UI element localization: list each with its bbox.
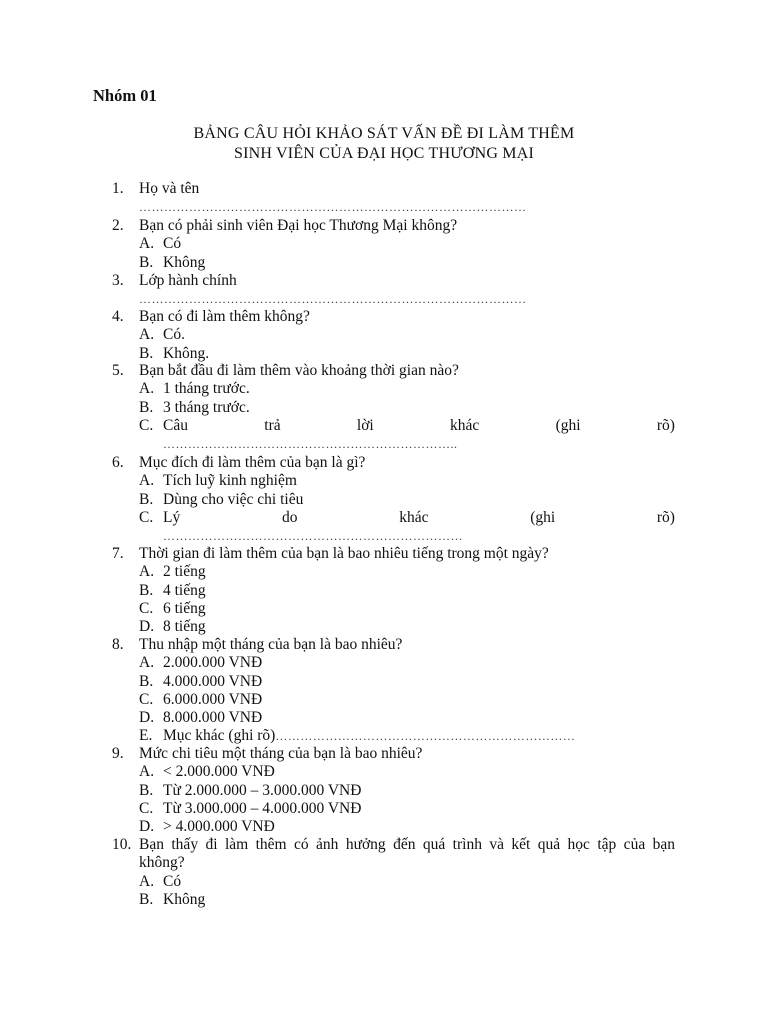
question-2 <box>112 217 675 272</box>
question-8 <box>112 636 675 746</box>
question-number: 5. <box>112 362 124 379</box>
question-3 <box>112 272 675 309</box>
question-number: 3. <box>112 272 124 289</box>
option-c: C. 6.000.000 VNĐ <box>139 690 263 708</box>
option-b: B. 4 tiếng <box>139 581 206 599</box>
question-text: Thu nhập một tháng của bạn là bao nhiêu? <box>139 636 403 653</box>
survey-title-line-1: BẢNG CÂU HỎI KHẢO SÁT VẤN ĐỀ ĐI LÀM THÊM <box>193 125 575 142</box>
question-10 <box>112 836 675 909</box>
answer-line: ………………………………………………………………………………… <box>139 292 527 307</box>
option-b: B. Từ 2.000.000 – 3.000.000 VNĐ <box>139 781 362 799</box>
option-b: B. 4.000.000 VNĐ <box>139 672 263 690</box>
question-number: 9. <box>112 745 124 762</box>
option-a: A. Tích luỹ kinh nghiệm <box>139 472 297 490</box>
option-a: A. 1 tháng trước. <box>139 380 250 398</box>
question-1 <box>112 180 675 217</box>
question-text: Bạn thấy đi làm thêm có ảnh hưởng đến quá trình và kết quả học tập của bạn <box>139 836 675 853</box>
option-c: C. Lý do khác (ghi rõ) <box>139 508 675 526</box>
option-a: A. Có. <box>139 326 185 344</box>
option-c: C. Câu trả lời khác (ghi rõ) <box>139 416 675 434</box>
option-a: A. Có <box>139 872 182 890</box>
question-text: Họ và tên <box>139 180 200 197</box>
option-a: A. < 2.000.000 VNĐ <box>139 763 275 781</box>
option-a: A. 2.000.000 VNĐ <box>139 654 263 672</box>
answer-line: ……………………………………………………………… <box>275 729 576 744</box>
group-label: Nhóm 01 <box>93 86 157 105</box>
question-number: 2. <box>112 217 124 234</box>
question-5 <box>112 362 675 453</box>
option-b: B. Không <box>139 253 206 271</box>
question-number: 7. <box>112 545 124 562</box>
option-d: D. > 4.000.000 VNĐ <box>139 818 275 836</box>
option-c: C. 6 tiếng <box>139 599 206 617</box>
question-4 <box>112 308 675 363</box>
survey-title-line-2: SINH VIÊN CỦA ĐẠI HỌC THƯƠNG MẠI <box>233 145 534 162</box>
question-text: Thời gian đi làm thêm của bạn là bao nhiêu tiếng trong một ngày? <box>139 545 549 562</box>
option-e: E. Mục khác (ghi rõ)……………………………………………………………… <box>139 727 576 745</box>
option-c: C. Từ 3.000.000 – 4.000.000 VNĐ <box>139 799 362 817</box>
option-d: D. 8 tiếng <box>139 618 206 636</box>
question-text: Bạn có đi làm thêm không? <box>139 308 310 325</box>
option-b: B. Không. <box>139 344 210 362</box>
question-number: 8. <box>112 636 124 653</box>
option-b: B. Dùng cho việc chi tiêu <box>139 490 304 508</box>
option-a: A. 2 tiếng <box>139 563 206 581</box>
question-text-continued: không? <box>139 854 185 872</box>
question-9 <box>112 745 675 836</box>
option-d: D. 8.000.000 VNĐ <box>139 709 263 727</box>
answer-line: ……………………………………………………………… <box>163 529 463 544</box>
question-text: Mục đích đi làm thêm của bạn là gì? <box>139 454 366 471</box>
option-b: B. Không <box>139 890 206 908</box>
answer-line: ………………………………………………………………………………… <box>139 200 527 215</box>
question-number: 1. <box>112 180 124 197</box>
question-text: Lớp hành chính <box>139 272 237 289</box>
answer-line: …………………………………………………………….. <box>163 437 458 452</box>
question-number: 4. <box>112 308 124 325</box>
question-6 <box>112 454 675 545</box>
option-b: B. 3 tháng trước. <box>139 398 250 416</box>
question-7 <box>112 545 675 636</box>
question-text: Bạn bắt đầu đi làm thêm vào khoảng thời gian nào? <box>139 362 459 379</box>
question-text: Bạn có phải sinh viên Đại học Thương Mại không? <box>139 217 458 234</box>
option-a: A. Có <box>139 235 182 253</box>
question-text: Mức chi tiêu một tháng của bạn là bao nhiêu? <box>139 745 423 762</box>
question-number: 10. <box>112 836 132 853</box>
question-number: 6. <box>112 454 124 471</box>
